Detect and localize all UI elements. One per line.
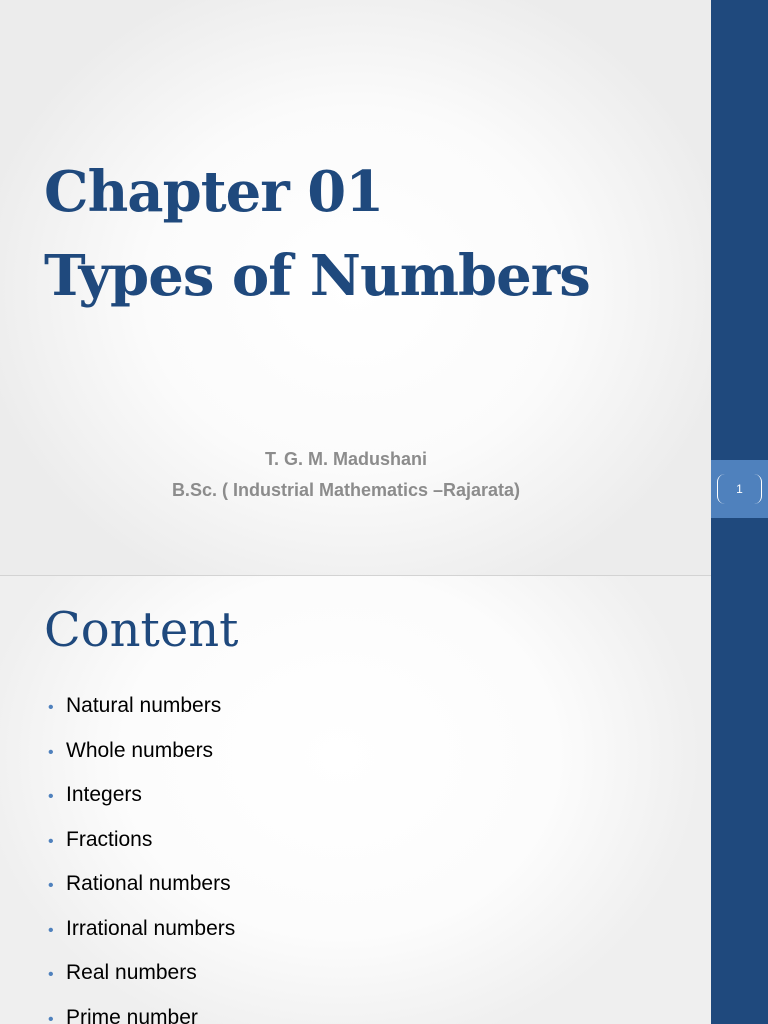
list-item-label: Prime number: [66, 1005, 198, 1024]
list-item-label: Fractions: [66, 827, 153, 851]
page-number-tab: [711, 460, 768, 518]
list-item-label: Irrational numbers: [66, 916, 236, 940]
content-list: [48, 686, 235, 1024]
bullet-icon: •: [48, 1010, 54, 1024]
list-item: [48, 775, 235, 820]
list-item-label: Real numbers: [66, 961, 197, 984]
list-item: [48, 686, 235, 731]
bullet-icon: •: [48, 788, 54, 805]
page-number: 1: [736, 482, 743, 496]
bullet-icon: •: [48, 832, 54, 850]
bullet-icon: •: [48, 743, 54, 761]
title-line-topic: Types of Numbers: [44, 243, 590, 309]
bullet-icon: •: [48, 699, 54, 716]
slide-title: [44, 150, 590, 318]
bullet-icon: •: [48, 921, 54, 939]
list-item: [48, 953, 235, 998]
author-name: T. G. M. Madushani: [264, 449, 427, 469]
list-item-label: Integers: [66, 783, 142, 806]
list-item: [48, 864, 235, 909]
bullet-icon: •: [48, 966, 54, 983]
list-item-label: Whole numbers: [66, 738, 214, 762]
content-slide: [0, 576, 768, 1024]
title-line-chapter: Chapter 01: [44, 159, 384, 225]
list-item-label: Rational numbers: [66, 872, 231, 895]
list-item: [48, 909, 235, 954]
list-item-label: Natural numbers: [66, 694, 222, 717]
list-item: [48, 731, 235, 776]
list-item: [48, 820, 235, 865]
author-degree: B.Sc. ( Industrial Mathematics –Rajarata): [171, 480, 521, 500]
content-title: Content: [44, 602, 239, 658]
bullet-icon: •: [48, 877, 54, 894]
list-item: [48, 998, 235, 1024]
slide-subtitle: [0, 444, 692, 506]
